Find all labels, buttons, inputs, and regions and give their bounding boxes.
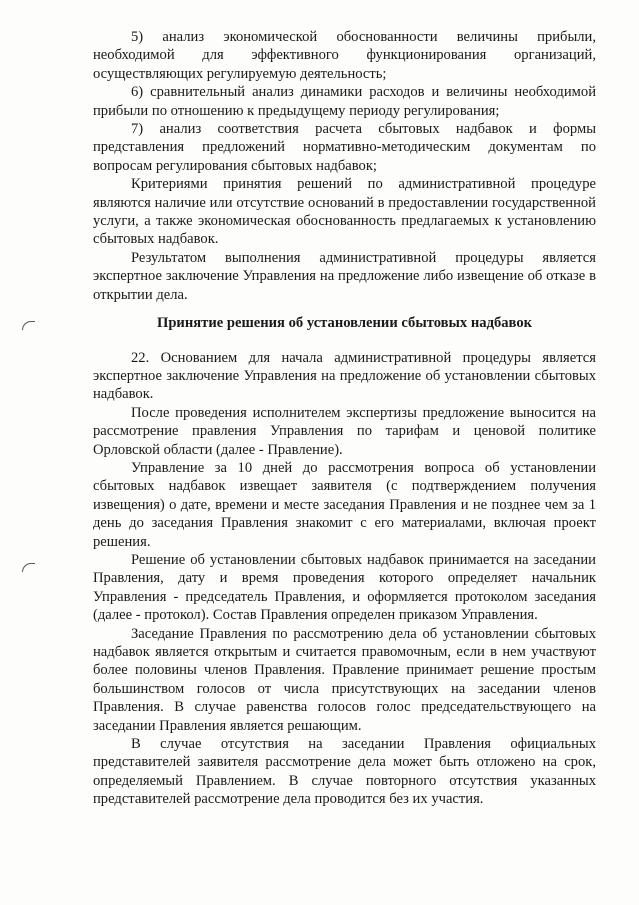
paragraph: Управление за 10 дней до рассмотрения вопроса об установлении сбытовых надбавок извещает заявителя (с подтверждением получения извещения) о дате, времени и месте заседания Правления и не позднее чем за 1 день до заседания Правления знакомит с его материалами, включая проект решения.: [93, 459, 596, 550]
paragraph: После проведения исполнителем экспертизы предложение выносится на рассмотрение правления Управления по тарифам и ценовой политике Орловской области (далее - Правление).: [93, 404, 596, 458]
margin-mark: [22, 563, 35, 572]
margin-mark: [22, 321, 35, 330]
section-heading: Принятие решения об установлении сбытовых надбавок: [156, 315, 533, 332]
paragraph: Результатом выполнения административной процедуры является экспертное заключение Управления на предложение либо извещение об отказе в открытии дела.: [93, 249, 596, 303]
paragraph: Заседание Правления по рассмотрению дела об установлении сбытовых надбавок является открытым и считается правомочным, если в нем участвуют более половины членов Правления. Правление принимает решение простым большинством голосов от числа присутствующих на заседании членов Правления. В случае равенства голосов голос председательствующего на заседании Правления является решающим.: [93, 625, 596, 734]
paragraph: Критериями принятия решений по административной процедуре являются наличие или отсутствие оснований в предоставлении государственной услуги, а также экономическая обоснованность предлагаемых к установлению сбытовых надбавок.: [93, 176, 596, 248]
paragraph: 6) сравнительный анализ динамики расходов и величины необходимой прибыли по отношению к предыдущему периоду регулирования;: [93, 84, 596, 119]
document-body: [93, 28, 596, 809]
paragraph: Решение об установлении сбытовых надбавок принимается на заседании Правления, дату и время проведения которого определяет начальник Управления - председатель Правления, и оформляется протоколом заседания (далее - протокол). Состав Правления определен приказом Управления.: [93, 551, 596, 624]
paragraph: 7) анализ соответствия расчета сбытовых надбавок и формы представления предложений нормативно-методическим документам по вопросам регулирования сбытовых надбавок;: [93, 121, 596, 174]
paragraph: 5) анализ экономической обоснованности величины прибыли, необходимой для эффективного функционирования организаций, осуществляющих регулируемую деятельность;: [93, 29, 596, 82]
paragraph: 22. Основанием для начала административной процедуры является экспертное заключение Управления на предложение об установлении сбытовых надбавок.: [93, 349, 596, 403]
paragraph: В случае отсутствия на заседании Правления официальных представителей заявителя рассмотрение дела может быть отложено на срок, определяемый Правлением. В случае повторного отсутствия указанных представителей рассмотрение дела проводится без их участия.: [93, 736, 596, 808]
